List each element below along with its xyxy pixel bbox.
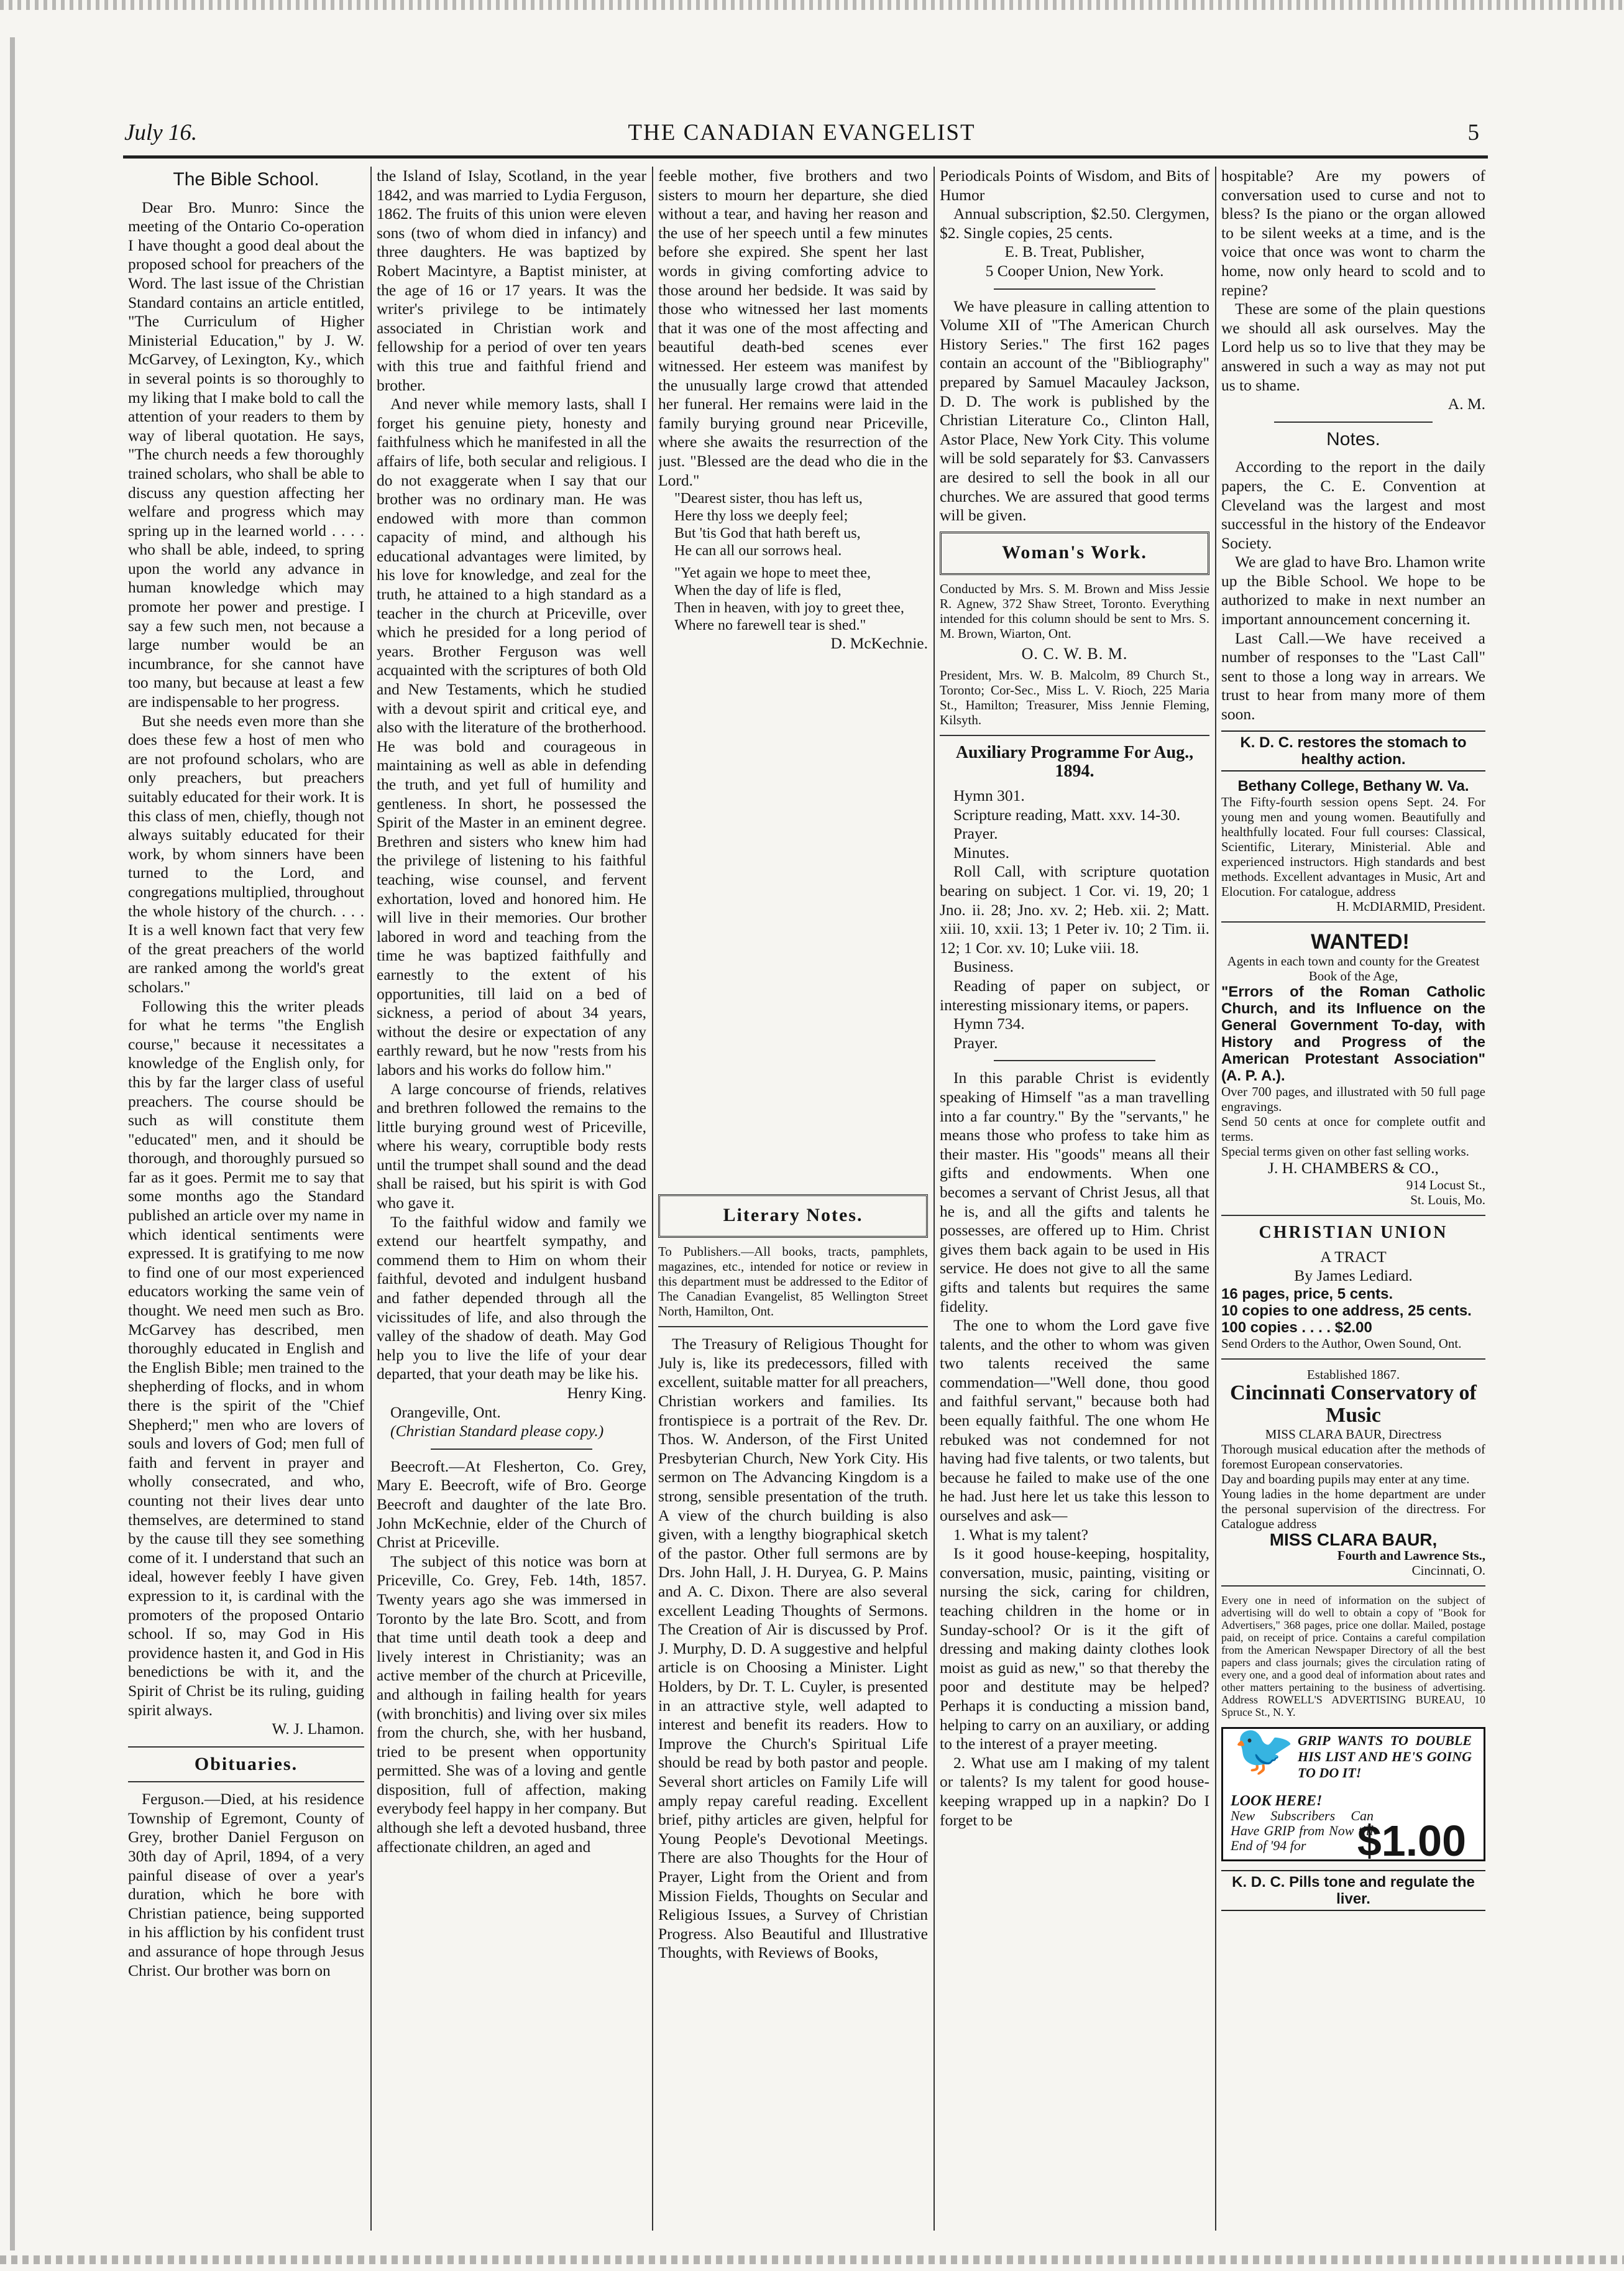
ad-text: MISS CLARA BAUR, Directress <box>1265 1427 1442 1442</box>
poem-line: He can all our sorrows heal. <box>674 543 842 560</box>
paragraph: Is it good house-keeping, hospitality, conversation, music, painting, visiting or nursing the sick, caring for children, teaching children in the home or in Sunday-school? Or is it the gift of dressing and making dainty clothes look moist as guid as new," so that thereby the poor and destitute may be helped? Perhaps it is conducting a mission band, helping to carry on an auxiliary, or adding to the interest of a prayer meeting. <box>940 1544 1209 1753</box>
ad-text: Send Orders to the Author, Owen Sound, Ont. <box>1221 1336 1462 1351</box>
conductor-note: Conducted by Mrs. S. M. Brown and Miss Jessie R. Agnew, 372 Shaw Street, Toronto. Everything intended for this column should be sent to Mrs. S. M. Brown, Wiarton, Ont. <box>940 581 1209 642</box>
divider <box>994 1060 1155 1061</box>
poem-line: Where no farewell tear is shed." <box>674 617 866 634</box>
ad-text: The Fifty-fourth session opens Sept. 24. For young men and young women. Beautifully and healthfully located. Four full courses: Classical, Scientific, Literary, Ministerial. Able and experienced instructors. High standards and best methods. Excellent advantages in Music, Art and Elocution. For catalogue, address <box>1221 794 1485 899</box>
scan-edge-left <box>10 37 15 2250</box>
ad-address: Fourth and Lawrence Sts., <box>1337 1548 1485 1563</box>
paragraph: hospitable? Are my powers of conversation used to curse and not to bless? Is the piano or the organ allowed to be silent weeks at a time, and is the voice that once was wont to charm the home, now only heard to scold and to repine? <box>1221 167 1485 299</box>
grip-offer <box>1231 1794 1374 1853</box>
paragraph: We have pleasure in calling attention to Volume XII of "The American Church History Series." The first 162 pages contain an account of the "Bibliography" prepared by Samuel Macauley Jackson, D. D. The work is published by the Christian Literature Co., Clinton Hall, Astor Place, New York City. This volume will be sold separately for $3. Canvassers are desired to sell the book in all our churches. We are assured that good terms will be given. <box>940 297 1209 525</box>
ad-text: Send 50 cents at once for complete outfit and terms. <box>1221 1113 1485 1144</box>
paragraph: And never while memory lasts, shall I forget his genuine piety, honesty and faithfulness which he manifested in all the affairs of life, both secular and religious. I do not exaggerate when I say that our brother was no ordinary man. He was endowed with more than common capacity of mind, and although his educational advantages were limited, by his love for knowledge, and zeal for the truth, he attained to a high standard as a teacher in the church at Priceville, over which he presided for a long period of years. Brother Ferguson was well acquainted with the scriptures of both Old and New Testaments, which he studied with a devout spirit and critical eye, and also with the literature of the brotherhood. He was bold and courageous in maintaining as well as able in defending the truth, and yet full of humility and gentleness. In short, he possessed the Spirit of the Master in an eminent degree. Brethren and sisters who knew him had the privilege of listening to his faithful teaching, wise counsel, and fervent exhortation, loved and honored him. He will live in their memories. Our brother labored in word and teaching from the time he was baptized faithfully and earnestly to the extent of his opportunities, till laid on a bed of sickness, a period of about 34 years, without the desire or expectation of any earthly reward, but he now "rests from his labors and his works do follow him." <box>377 395 646 1079</box>
signature: A. M. <box>1447 395 1485 413</box>
grip-look: LOOK HERE! <box>1231 1793 1323 1809</box>
kdc-ad <box>1221 1870 1485 1911</box>
column-rule <box>1215 167 1216 2231</box>
price-line: 16 pages, price, 5 cents. <box>1221 1286 1393 1302</box>
ad-text: Over 700 pages, and illustrated with 50 full page engravings. <box>1221 1084 1485 1114</box>
column-rule <box>934 167 935 2231</box>
paragraph: Last Call.—We have received a number of responses to the "Last Call" sent to those a long way in arrears. We trust to hear from many more of them soon. <box>1221 629 1485 724</box>
ad-text: Thorough musical education after the methods of foremost European conservatories. <box>1221 1442 1485 1472</box>
ad-company: J. H. CHAMBERS & CO., <box>1268 1158 1439 1177</box>
ad-text: K. D. C. restores the stomach to healthy action. <box>1240 734 1467 768</box>
publisher-note: To Publishers.—All books, tracts, pamphlets, magazines, etc., intended for notice or review in this department must be addressed to the Editor of The Canadian Evangelist, 85 Wellington Street North, Hamilton, Ont. <box>658 1244 928 1319</box>
section-heading: Obituaries. <box>194 1753 298 1774</box>
publisher: E. B. Treat, Publisher, <box>1004 242 1145 261</box>
programme-item: Minutes. <box>953 843 1009 862</box>
signature: W. J. Lhamon. <box>272 1720 364 1738</box>
programme-item: Reading of paper on subject, or interesting missionary items, or papers. <box>940 977 1209 1014</box>
header-rule <box>123 155 1488 159</box>
section-heading: Literary Notes. <box>723 1204 863 1225</box>
divider <box>1221 1215 1485 1216</box>
blank-space <box>658 653 928 1188</box>
grip-offer-text: New Subscribers Can Have GRIP from Now till End of '94 for <box>1231 1808 1374 1853</box>
price-line: 100 copies . . . . $2.00 <box>1221 1319 1372 1336</box>
ad-address: 914 Locust St., <box>1406 1177 1485 1193</box>
section-heading: Woman's Work. <box>1002 541 1147 563</box>
paragraph: Beecroft.—At Flesherton, Co. Grey, Mary E. Beecroft, wife of Bro. George Beecroft and daughter of the late Bro. John McKechnie, elder of the Church of Christ at Priceville. <box>377 1457 646 1552</box>
divider <box>1221 1585 1485 1587</box>
paragraph: According to the report in the daily papers, the C. E. Convention at Cleveland was the largest and most successful in the history of the Endeavor Society. <box>1221 458 1485 552</box>
price-line: 10 copies to one address, 25 cents. <box>1221 1302 1472 1319</box>
paragraph: But she needs even more than she does these few a host of men who are not profound scholars, who are only preachers, but preachers suitably educated for their work. It is this class of men, chiefly, though not always suitably educated for their work, by whom sinners have been turned to the Lord, and congregations multiplied, throughout the whole history of the church. . . . It is a well known fact that very few of the great preachers of the world are ranked among the world's great scholars." <box>128 711 364 996</box>
ad-text: Special terms given on other fast selling works. <box>1221 1143 1469 1159</box>
divider <box>1274 421 1433 423</box>
ad-text: A TRACT <box>1320 1247 1387 1266</box>
paragraph: 1. What is my talent? <box>953 1525 1088 1544</box>
signature: Henry King. <box>567 1384 646 1402</box>
divider <box>431 1449 592 1450</box>
ad-text: K. D. C. Pills tone and regulate the liver. <box>1232 1874 1475 1907</box>
programme-item: Hymn 301. <box>953 786 1025 805</box>
grip-ad <box>1221 1723 1485 1866</box>
programme-item: Business. <box>953 957 1014 976</box>
poem-line: Here thy loss we deeply feel; <box>674 508 848 525</box>
newspaper-title: THE CANADIAN EVANGELIST <box>628 120 976 145</box>
column-1 <box>128 167 364 2234</box>
ad-address: St. Louis, Mo. <box>1410 1192 1485 1208</box>
ad-text: Day and boarding pupils may enter at any time. <box>1221 1472 1470 1486</box>
column-5 <box>1221 167 1485 2234</box>
programme-item: Roll Call, with scripture quotation bearing on subject. 1 Cor. vi. 19, 20; 1 Jno. ii. 28; Jno. xv. 2; Heb. xii. 2; Matt. xiii. 10, xxii. 13; 1 Peter iv. 10; 2 Tim. ii. 12; 1 Cor. xv. 10; Luke viii. 18. <box>940 862 1209 957</box>
paragraph: The Treasury of Religious Thought for July is, like its predecessors, filled with excellent, suitable matter for all preachers, Christian workers and families. Its frontispiece is a portrait of the Rev. Dr. Thos. W. Anderson, of the First United Presbyterian Church, New York City. His sermon on The Advancing Kingdom is a strong, sensible presentation of the truth. A view of the church building is also given, with a lengthy biographical sketch of the pastor. Other full sermons are by Drs. John Hall, J. H. Duryea, G. P. Mains and A. C. Dixon. There are also several excellent Leading Thoughts of Sermons. The Creation of Air is discussed by Prof. J. Murphy, D. D. A suggestive and helpful article is on Choosing a Minister. Light Holders, by Dr. T. L. Cuyler, is presented in an attractive style, well adapted to interest and benefit its readers. How to Improve the Church's Spiritual Life should be read by both pastor and people. Several short articles on Family Life will amply repay careful reading. Excellent brief, pithy articles are given, helpful for Young People's Devotional Meetings. There are also Thoughts for the Hour of Prayer, Light from the Orient and from Mission Fields, Thoughts on Secular and Religious Issues, a Survey of Christian Progress. Also Beautiful and Illustrative Thoughts, with Reviews of Books, <box>658 1335 928 1962</box>
divider <box>128 1781 364 1782</box>
publisher-address: 5 Cooper Union, New York. <box>985 261 1164 280</box>
ad-address: Cincinnati, O. <box>1411 1563 1485 1578</box>
poem-line: When the day of life is fled, <box>674 583 842 599</box>
programme-item: Prayer. <box>953 824 998 843</box>
ad-text: Established 1867. <box>1306 1367 1400 1382</box>
paragraph: Periodicals Points of Wisdom, and Bits of Humor <box>940 167 1209 204</box>
paragraph: Following this the writer pleads for what he terms "the English course," because it necessitates a knowledge of the English only, for this by far the larger class of useful preachers. The course should be such as will constitute them "educated" men, and it should be thorough, and thoroughly pursued so far as it goes. Permit me to say that some months ago the Standard published an article over my name in which identical sentiments were expressed. It is gratifying to me now to find one of our most experienced educators working the same vein of thought. We need men such as Bro. McGarvey has described, men thoroughly educated in English and the English Bible; men trained to the shepherding of flocks, and in whom there is the spirit of the "Chief Shepherd;" men who are lovers of souls and lovers of God; men full of faith and fervent in prayer and wholly consecrated, and who, counting not their lives dear unto themselves, are determined to stand by the cause till they see something come of it. I understand that such an ideal, however feebly I have given expression to it, is cardinal with the promoters of the proposed Ontario school. If so, may God in His providence hasten it, and God in His benedictions be with it, and the Spirit of Christ be its ruling, guiding spirit always. <box>128 997 364 1719</box>
ad-heading: CHRISTIAN UNION <box>1259 1223 1448 1243</box>
womans-work-box <box>940 532 1209 576</box>
paragraph: The subject of this notice was born at Priceville, Co. Grey, Feb. 14th, 1857. Twenty years ago she was immersed in Toronto by the late Bro. Scott, and from that time until death took a deep and lively interest in Christianity; was an active member of the church at Priceville, and although in failing health for years (with bronchitis) and living over six miles from the church, she, with her husband, tried to be present when opportunity permitted. She was of a loving and gentle disposition, full of affection, making everybody feel happy in her company. But although she left a devoted husband, three affectionate children, an aged and <box>377 1552 646 1856</box>
article-heading: The Bible School. <box>173 169 319 190</box>
poem-line: "Yet again we hope to meet thee, <box>674 565 871 582</box>
ad-text: Agents in each town and county for the Greatest Book of the Age, <box>1227 953 1480 983</box>
literary-notes-box <box>658 1194 928 1238</box>
poem-line: "Dearest sister, thou has left us, <box>674 491 863 507</box>
page-number: 5 <box>1467 120 1479 145</box>
section-heading: Notes. <box>1326 428 1380 449</box>
ad-text: Every one in need of information on the subject of advertising will do well to obtain a copy of "Book for Advertisers," 368 pages, price one dollar. Mailed, postage paid, on receipt of price. Contains a careful compilation from the American Newspaper Directory of all the best papers and class journals; gives the circulation rating of every one, and a good deal of information about rates and other matters pertaining to the business of advertising. Address ROWELL'S ADVERTISING BUREAU, 10 Spruce St., N. Y. <box>1221 1594 1485 1718</box>
paragraph: To the faithful widow and family we extend our heartfelt sympathy, and commend them to Him on whom their faithful, devoted and indulgent husband and father depended through all the vicissitudes of life, and also through the valley of the shadow of death. May God help you to live the life of your dear departed, that your death may be like his. <box>377 1212 646 1383</box>
divider <box>994 288 1155 290</box>
divider <box>1221 1358 1485 1360</box>
place: Orangeville, Ont. <box>390 1403 501 1421</box>
ad-name: MISS CLARA BAUR, <box>1269 1530 1438 1549</box>
paragraph: A large concourse of friends, relatives and brethren followed the remains to the little burying ground west of Priceville, where his weary, corruptible body rests until the trumpet shall sound and the dead shall be raised, but his spirit is with God who gave it. <box>377 1079 646 1212</box>
paragraph: the Island of Islay, Scotland, in the year 1842, and was married to Lydia Ferguson, 1862. The fruits of this union were eleven sons (two of whom died in infancy) and three daughters. He was baptized by Robert Macintyre, a Baptist minister, at the age of 16 or 17 years. It was the writer's privilege to be intimately associated in Christian work and fellowship for a period of over ten years with this true and faithful friend and brother. <box>377 167 646 394</box>
paragraph: We are glad to have Bro. Lhamon write up the Bible School. We hope to be authorized to make in next number an important announcement concerning it. <box>1221 553 1485 629</box>
paragraph: Annual subscription, $2.50. Clergymen, $2. Single copies, 25 cents. <box>940 205 1209 242</box>
copy-note: (Christian Standard please copy.) <box>390 1422 604 1440</box>
ad-heading: Bethany College, Bethany W. Va. <box>1237 777 1469 795</box>
ad-signature: H. McDIARMID, President. <box>1336 898 1485 914</box>
grip-price: $1.00 <box>1357 1817 1466 1866</box>
programme-heading: Auxiliary Programme For Aug., 1894. <box>955 742 1194 781</box>
scan-edge-top <box>0 0 1624 10</box>
divider <box>658 1326 928 1327</box>
paragraph: The one to whom the Lord gave five talents, and the other to whom was given two talents received the same commendation—"Well done, thou good and faithful servant," because both had been equally faithful. The one whom He rebuked was not condemned for not having had five talents, or two talents, but because he failed to make use of the one he had. Just here let us take this lesson to ourselves and ask— <box>940 1316 1209 1525</box>
ad-text: By James Lediard. <box>1294 1266 1413 1285</box>
kdc-ad <box>1221 730 1485 772</box>
wanted-heading: WANTED! <box>1311 929 1410 954</box>
column-2 <box>377 167 646 2234</box>
column-3 <box>658 167 928 2234</box>
paragraph: Dear Bro. Munro: Since the meeting of the Ontario Co-operation I have thought a good deal about the proposed school for preachers of the Word. The last issue of the Christian Standard contains an article entitled, "The Curriculum of Higher Ministerial Education," by J. W. McGarvey, of Lexington, Ky., which in several points is so thoroughly to my liking that I make bold to call the attention of your readers to them by way of liberal quotation. He says, "The church needs a few thoroughly trained scholars, who shall be able to discuss any question affecting her welfare and progress which may spring up in the learned world . . . . who shall be able, indeed, to spring upon the world any advance in human knowledge which may promote her power and prestige. I say a few such men, not because a large number would be an incumbrance, for she cannot have too many, but because at least a few are indispensable to her progress. <box>128 198 364 711</box>
crow-icon: 🐦 <box>1233 1723 1295 1778</box>
grip-headline: GRIP WANTS TO DOUBLE HIS LIST AND HE'S GOING TO DO IT! <box>1298 1733 1472 1780</box>
book-title: "Errors of the Roman Catholic Church, and its Influence on the General Government To-day, with History and Progress of the American Protestant Association" (A. P. A.). <box>1221 983 1485 1084</box>
issue-date: July 16. <box>124 120 198 145</box>
divider <box>940 735 1209 736</box>
paragraph: feeble mother, five brothers and two sisters to mourn her departure, she died without a tear, and having her reason and the use of her speech until a few minutes before she expired. She spent her last words in giving comforting advice to those around her bedside. It was said by those who witnessed her last moments that it was one of the most affecting and beautiful death-bed scenes ever witnessed. Her esteem was manifest by the unusually large crowd that attended her funeral. Her remains were laid in the family burying ground near Priceville, where she awaits the resurrection of the just. "Blessed are the dead who die in the Lord." <box>658 167 928 489</box>
column-rule <box>370 167 372 2231</box>
poem-line: But 'tis God that hath bereft us, <box>674 525 861 542</box>
divider <box>128 1746 364 1748</box>
column-4 <box>940 167 1209 2234</box>
ad-heading: Cincinnati Conservatory of Music <box>1230 1381 1477 1427</box>
poem-line: Then in heaven, with joy to greet thee, <box>674 600 904 617</box>
paragraph: These are some of the plain questions we should all ask ourselves. May the Lord help us so to live that they may be answered in such a way as may not put us to shame. <box>1221 300 1485 394</box>
paragraph: In this parable Christ is evidently speaking of Himself "as a man travelling into a far country." By the "servants," he means those who profess to take him as their master. His "goods" means all their gifts and endowments. When one becomes a servant of Christ Jesus, all that he is, and all the gifts and talents he possesses, are offered up to Him. Christ gives them back again to be used in His service. He does not give to all the same gifts and talents but requires the same fidelity. <box>940 1069 1209 1315</box>
ad-text: Young ladies in the home department are under the personal supervision of the directress. For Catalogue address <box>1221 1486 1485 1531</box>
divider <box>1221 921 1485 923</box>
programme-item: Prayer. <box>953 1033 998 1052</box>
society-name: O. C. W. B. M. <box>1021 645 1128 663</box>
column-rule <box>652 167 653 2231</box>
officers: President, Mrs. W. B. Malcolm, 89 Church St., Toronto; Cor-Sec., Miss L. V. Rioch, 225 Maria St., Hamilton; Treasurer, Miss Jennie Fleming, Kilsyth. <box>940 667 1209 727</box>
signature: D. McKechnie. <box>830 634 928 653</box>
paragraph: Ferguson.—Died, at his residence Township of Egremont, County of Grey, brother Daniel Ferguson on 30th day of April, 1894, of a very painful disease of over a year's duration, which he bore with Christian patience, being supported in his affliction by his confident trust and assurance of hope through Jesus Christ. Our brother was born on <box>128 1790 364 1979</box>
page-header <box>124 117 1479 153</box>
scan-edge-bottom <box>0 2255 1624 2264</box>
programme-item: Hymn 734. <box>953 1015 1025 1033</box>
paragraph: 2. What use am I making of my talent or talents? Is my talent for good house-keeping wrapped up in a napkin? Do I forget to be <box>940 1753 1209 1829</box>
programme-item: Scripture reading, Matt. xxv. 14-30. <box>953 805 1181 824</box>
